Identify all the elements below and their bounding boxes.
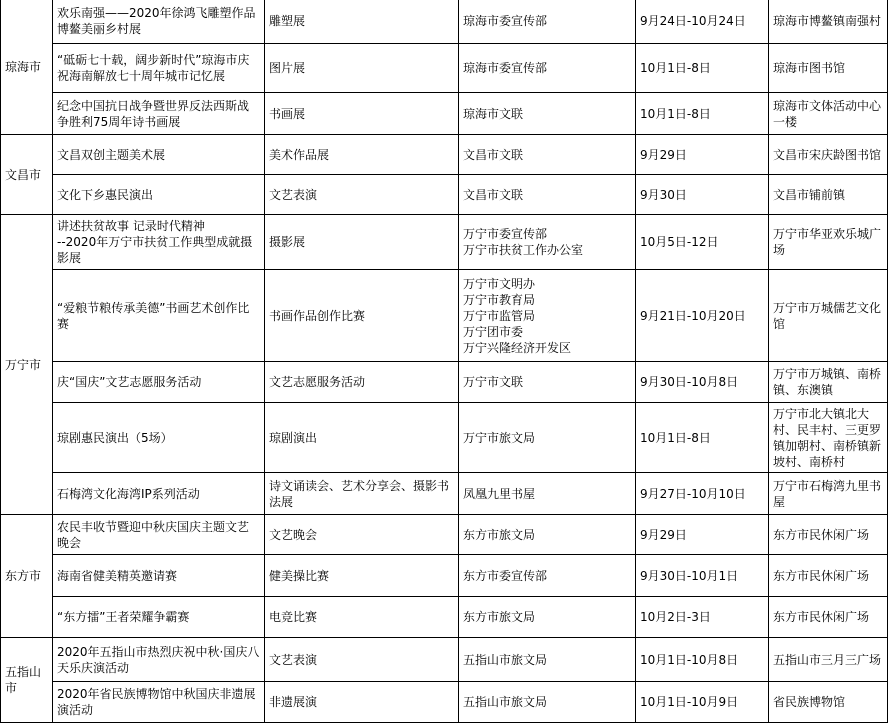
organizer-cell: 琼海市文联 [459, 93, 636, 135]
event-name-cell: “爱粮节粮传承美德”书画艺术创作比赛 [53, 270, 265, 362]
venue-cell: 东方市民休闲广场 [769, 597, 888, 638]
organizer-cell: 凤凰九里书屋 [459, 473, 636, 515]
event-type-cell: 雕塑展 [265, 0, 459, 44]
organizer-cell: 万宁市文联 [459, 362, 636, 403]
event-name-cell: 海南省健美精英邀请赛 [53, 555, 265, 597]
table-row [1, 44, 888, 93]
event-name-cell: “东方擂”王者荣耀争霸赛 [53, 597, 265, 638]
event-type-cell: 琼剧演出 [265, 403, 459, 473]
event-type-cell: 图片展 [265, 44, 459, 93]
table-row [1, 638, 888, 682]
organizer-cell: 五指山市旅文局 [459, 638, 636, 682]
venue-cell: 琼海市文体活动中心一楼 [769, 93, 888, 135]
event-name-cell: 2020年省民族博物馆中秋国庆非遗展演活动 [53, 682, 265, 723]
event-type-cell: 书画作品创作比赛 [265, 270, 459, 362]
venue-cell: 东方市民休闲广场 [769, 555, 888, 597]
event-type-cell: 非遗展演 [265, 682, 459, 723]
organizer-cell: 东方市旅文局 [459, 597, 636, 638]
venue-cell: 万宁市石梅湾九里书屋 [769, 473, 888, 515]
date-cell: 9月30日 [636, 175, 769, 215]
table-row [1, 515, 888, 555]
table-row [1, 403, 888, 473]
event-type-cell: 诗文诵读会、艺术分享会、摄影书法展 [265, 473, 459, 515]
date-cell: 10月1日-10月8日 [636, 638, 769, 682]
table-row [1, 215, 888, 270]
event-name-cell: 文化下乡惠民演出 [53, 175, 265, 215]
city-cell: 万宁市 [1, 215, 53, 515]
date-cell: 10月5日-12日 [636, 215, 769, 270]
event-name-cell: 农民丰收节暨迎中秋庆国庆主题文艺晚会 [53, 515, 265, 555]
event-type-cell: 电竞比赛 [265, 597, 459, 638]
venue-cell: 万宁市万城儒艺文化馆 [769, 270, 888, 362]
table-row [1, 175, 888, 215]
date-cell: 10月1日-8日 [636, 44, 769, 93]
event-name-cell: “砥砺七十载，阔步新时代”琼海市庆祝海南解放七十周年城市记忆展 [53, 44, 265, 93]
date-cell: 9月29日 [636, 135, 769, 175]
venue-cell: 文昌市铺前镇 [769, 175, 888, 215]
event-name-cell: 讲述扶贫故事 记录时代精神 --2020年万宁市扶贫工作典型成就摄影展 [53, 215, 265, 270]
organizer-cell: 东方市旅文局 [459, 515, 636, 555]
date-cell: 9月27日-10月10日 [636, 473, 769, 515]
city-cell: 五指山市 [1, 638, 53, 723]
event-type-cell: 书画展 [265, 93, 459, 135]
city-cell: 东方市 [1, 515, 53, 638]
event-type-cell: 美术作品展 [265, 135, 459, 175]
date-cell: 10月1日-8日 [636, 403, 769, 473]
organizer-cell: 琼海市委宣传部 [459, 0, 636, 44]
organizer-cell: 五指山市旅文局 [459, 682, 636, 723]
date-cell: 9月30日-10月1日 [636, 555, 769, 597]
venue-cell: 东方市民休闲广场 [769, 515, 888, 555]
event-name-cell: 石梅湾文化海湾IP系列活动 [53, 473, 265, 515]
event-name-cell: 琼剧惠民演出（5场） [53, 403, 265, 473]
date-cell: 9月21日-10月20日 [636, 270, 769, 362]
table-row [1, 473, 888, 515]
date-cell: 10月1日-8日 [636, 93, 769, 135]
date-cell: 9月29日 [636, 515, 769, 555]
event-name-cell: 纪念中国抗日战争暨世界反法西斯战争胜利75周年诗书画展 [53, 93, 265, 135]
table-row [1, 93, 888, 135]
venue-cell: 文昌市宋庆龄图书馆 [769, 135, 888, 175]
venue-cell: 五指山市三月三广场 [769, 638, 888, 682]
venue-cell: 琼海市博鳌镇南强村 [769, 0, 888, 44]
event-type-cell: 文艺表演 [265, 638, 459, 682]
event-type-cell: 文艺晚会 [265, 515, 459, 555]
event-name-cell: 欢乐南强——2020年徐鸿飞雕塑作品博鳌美丽乡村展 [53, 0, 265, 44]
organizer-cell: 琼海市委宣传部 [459, 44, 636, 93]
date-cell: 10月1日-10月9日 [636, 682, 769, 723]
venue-cell: 琼海市图书馆 [769, 44, 888, 93]
organizer-cell: 万宁市旅文局 [459, 403, 636, 473]
event-type-cell: 文艺志愿服务活动 [265, 362, 459, 403]
city-cell: 琼海市 [1, 0, 53, 135]
organizer-cell: 东方市委宣传部 [459, 555, 636, 597]
table-row [1, 270, 888, 362]
event-type-cell: 健美操比赛 [265, 555, 459, 597]
table-row [1, 135, 888, 175]
venue-cell: 万宁市北大镇北大村、民丰村、三更罗镇加朝村、南桥镇新坡村、南桥村 [769, 403, 888, 473]
table-row [1, 555, 888, 597]
table-row [1, 682, 888, 723]
organizer-cell: 万宁市文明办 万宁市教育局 万宁市监管局 万宁团市委 万宁兴隆经济开发区 [459, 270, 636, 362]
event-name-cell: 文昌双创主题美术展 [53, 135, 265, 175]
venue-cell: 万宁市华亚欢乐城广场 [769, 215, 888, 270]
organizer-cell: 万宁市委宣传部 万宁市扶贫工作办公室 [459, 215, 636, 270]
table-row [1, 0, 888, 44]
event-type-cell: 摄影展 [265, 215, 459, 270]
venue-cell: 万宁市万城镇、南桥镇、东澳镇 [769, 362, 888, 403]
table-row [1, 597, 888, 638]
date-cell: 10月2日-3日 [636, 597, 769, 638]
event-name-cell: 2020年五指山市热烈庆祝中秋·国庆八天乐庆演活动 [53, 638, 265, 682]
event-type-cell: 文艺表演 [265, 175, 459, 215]
organizer-cell: 文昌市文联 [459, 135, 636, 175]
city-cell: 文昌市 [1, 135, 53, 215]
venue-cell: 省民族博物馆 [769, 682, 888, 723]
event-name-cell: 庆“国庆”文艺志愿服务活动 [53, 362, 265, 403]
date-cell: 9月24日-10月24日 [636, 0, 769, 44]
table-row [1, 362, 888, 403]
organizer-cell: 文昌市文联 [459, 175, 636, 215]
date-cell: 9月30日-10月8日 [636, 362, 769, 403]
